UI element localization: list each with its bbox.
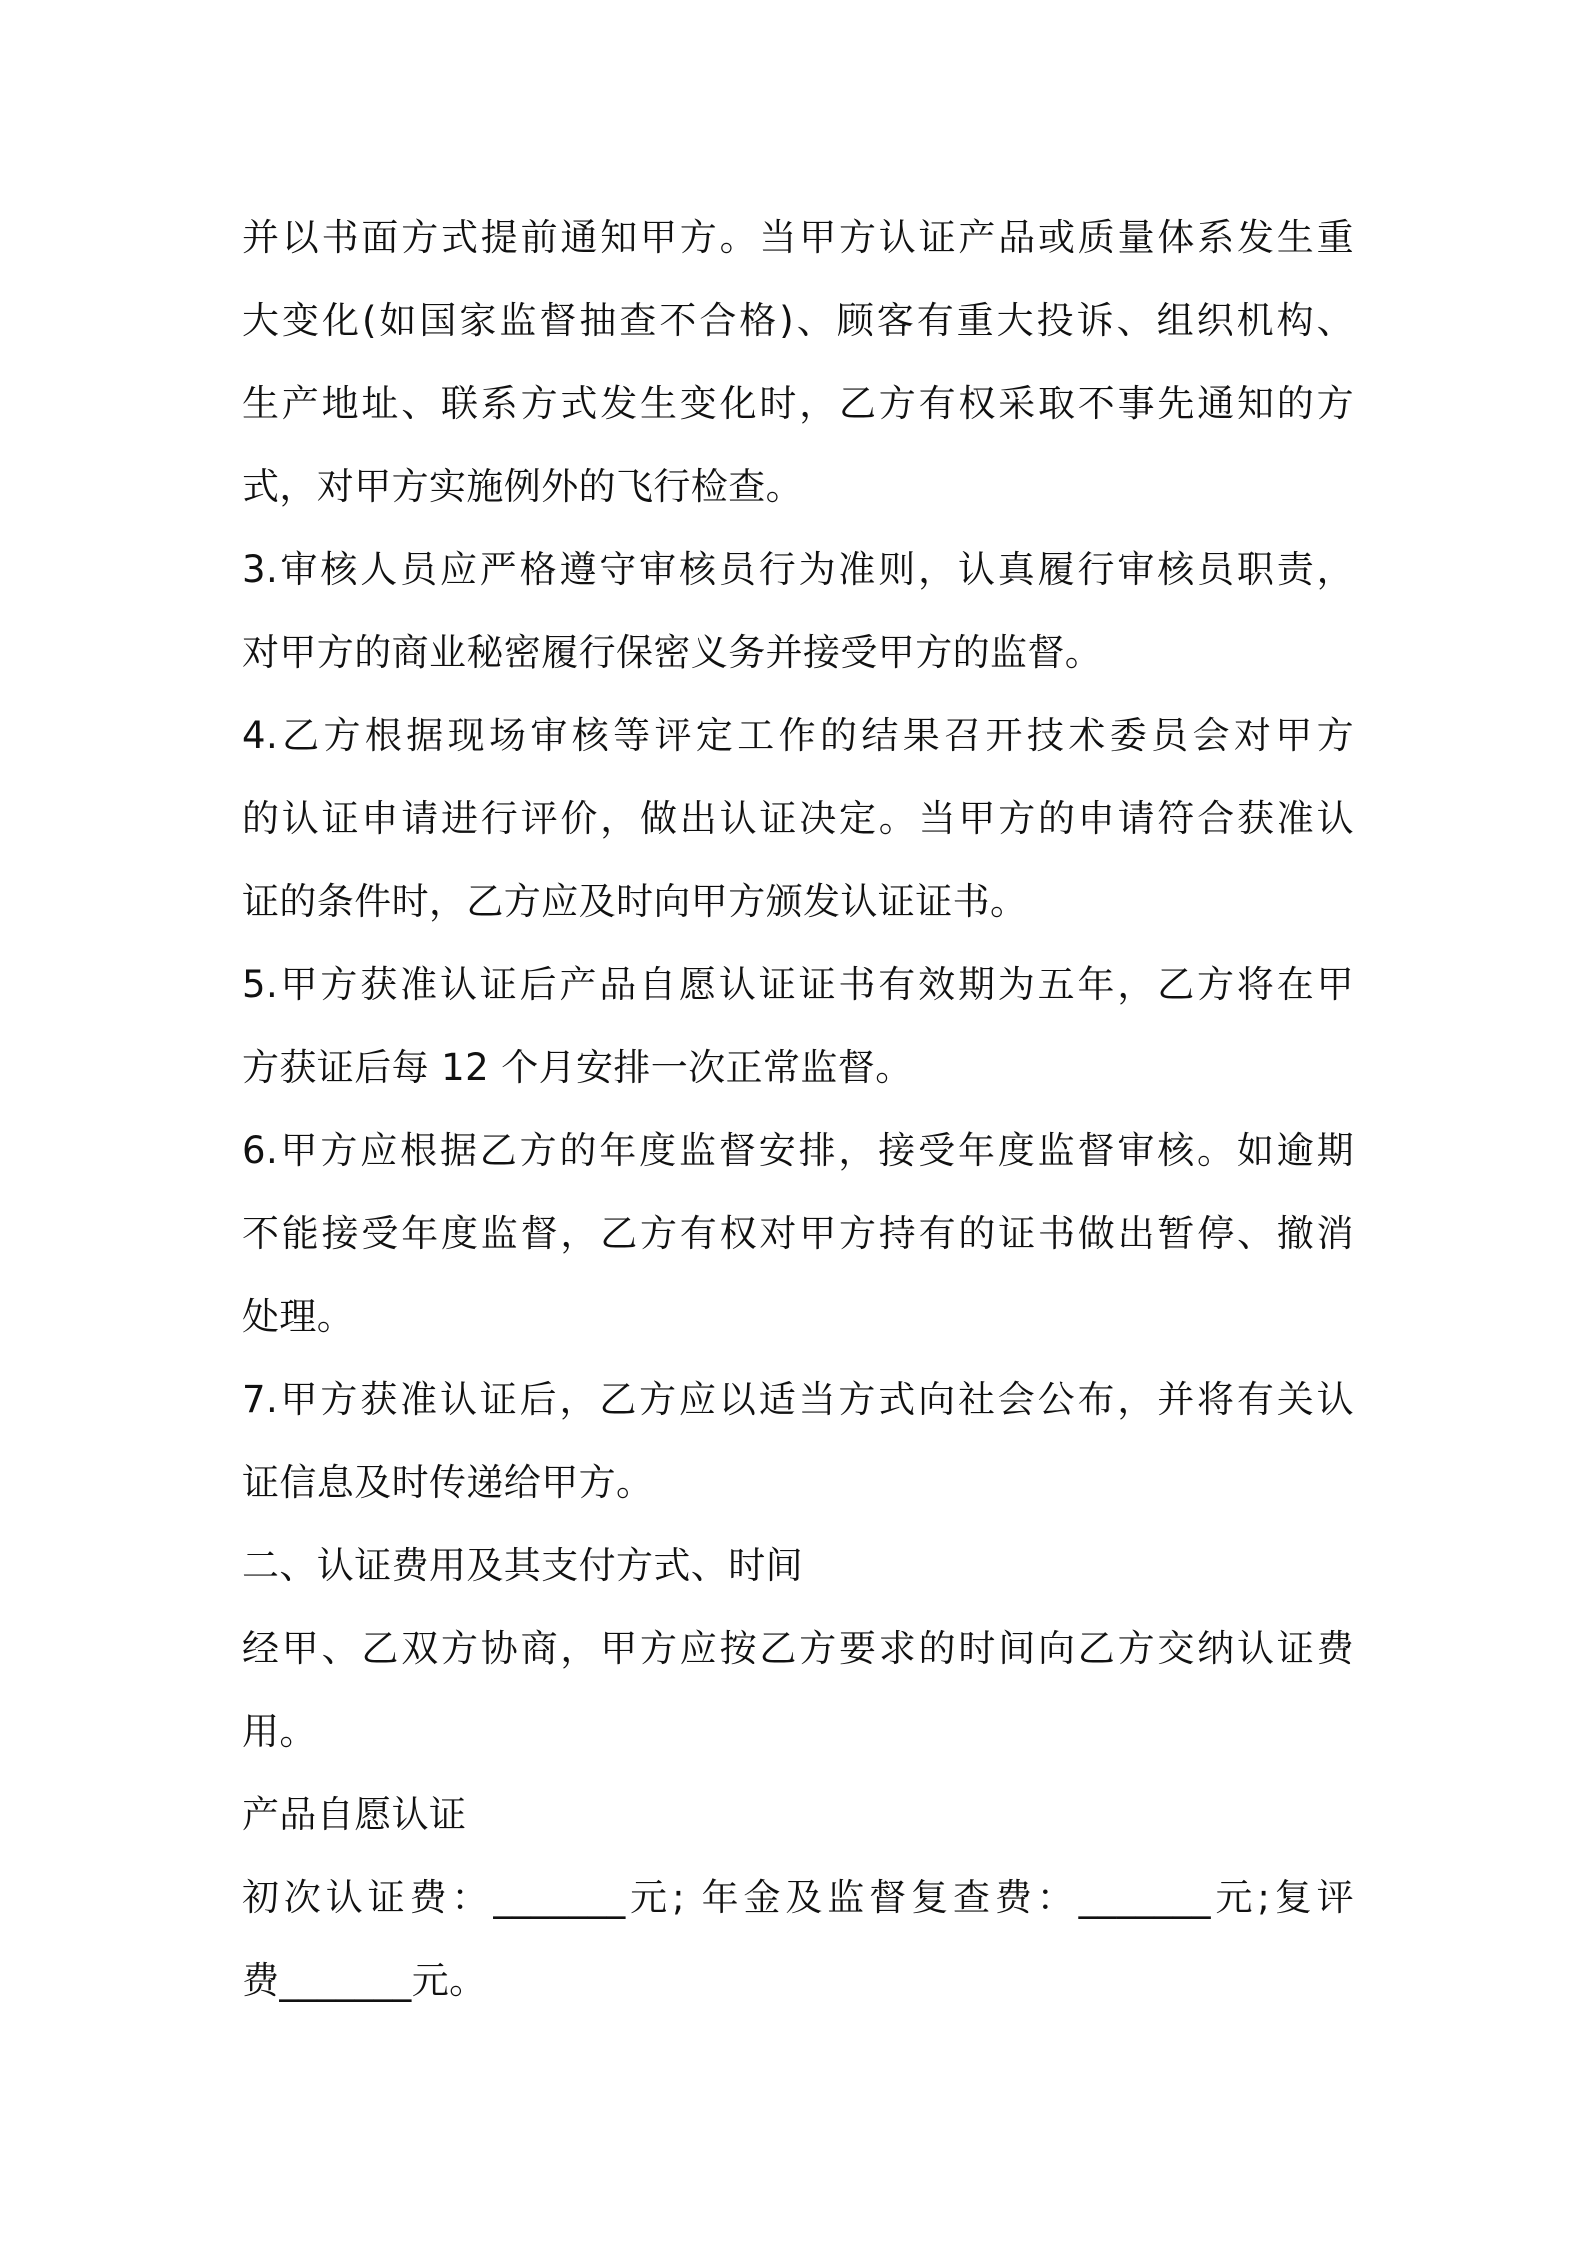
text-line: 证信息及时传递给甲方。 <box>242 1461 654 1504</box>
clause-3-line: 3.审核人员应严格遵守审核员行为准则，认真履行审核员职责， <box>242 548 1354 591</box>
fee-line: 初次认证费：_______元; 年金及监督复查费：_______元;复评 <box>242 1876 1354 1919</box>
text-line: 对甲方的商业秘密履行保密义务并接受甲方的监督。 <box>242 631 1103 674</box>
fee-line: 费_______元。 <box>242 1959 487 2002</box>
clause-7-line: 7.甲方获准认证后，乙方应以适当方式向社会公布，并将有关认 <box>242 1378 1354 1421</box>
clause-6-line: 6.甲方应根据乙方的年度监督安排，接受年度监督审核。如逾期 <box>242 1129 1354 1172</box>
subheading: 产品自愿认证 <box>242 1793 467 1836</box>
clause-5-line: 5.甲方获准认证后产品自愿认证证书有效期为五年，乙方将在甲 <box>242 963 1354 1006</box>
clause-4-line: 4.乙方根据现场审核等评定工作的结果召开技术委员会对甲方 <box>242 714 1354 757</box>
text-line: 的认证申请进行评价，做出认证决定。当甲方的申请符合获准认 <box>242 797 1354 840</box>
text-line: 用。 <box>242 1710 317 1753</box>
text-line: 证的条件时，乙方应及时向甲方颁发认证证书。 <box>242 880 1028 923</box>
text-line: 处理。 <box>242 1295 355 1338</box>
text-line: 生产地址、联系方式发生变化时，乙方有权采取不事先通知的方 <box>242 382 1354 425</box>
section-heading: 二、认证费用及其支付方式、时间 <box>242 1544 803 1587</box>
text-line: 并以书面方式提前通知甲方。当甲方认证产品或质量体系发生重 <box>242 216 1354 259</box>
text-line: 方获证后每 12 个月安排一次正常监督。 <box>242 1046 913 1089</box>
document-body <box>242 196 1354 2022</box>
text-line: 不能接受年度监督，乙方有权对甲方持有的证书做出暂停、撤消 <box>242 1212 1354 1255</box>
text-line: 大变化(如国家监督抽查不合格)、顾客有重大投诉、组织机构、 <box>242 299 1354 342</box>
text-line: 式，对甲方实施例外的飞行检查。 <box>242 465 803 508</box>
text-line: 经甲、乙双方协商，甲方应按乙方要求的时间向乙方交纳认证费 <box>242 1627 1354 1670</box>
